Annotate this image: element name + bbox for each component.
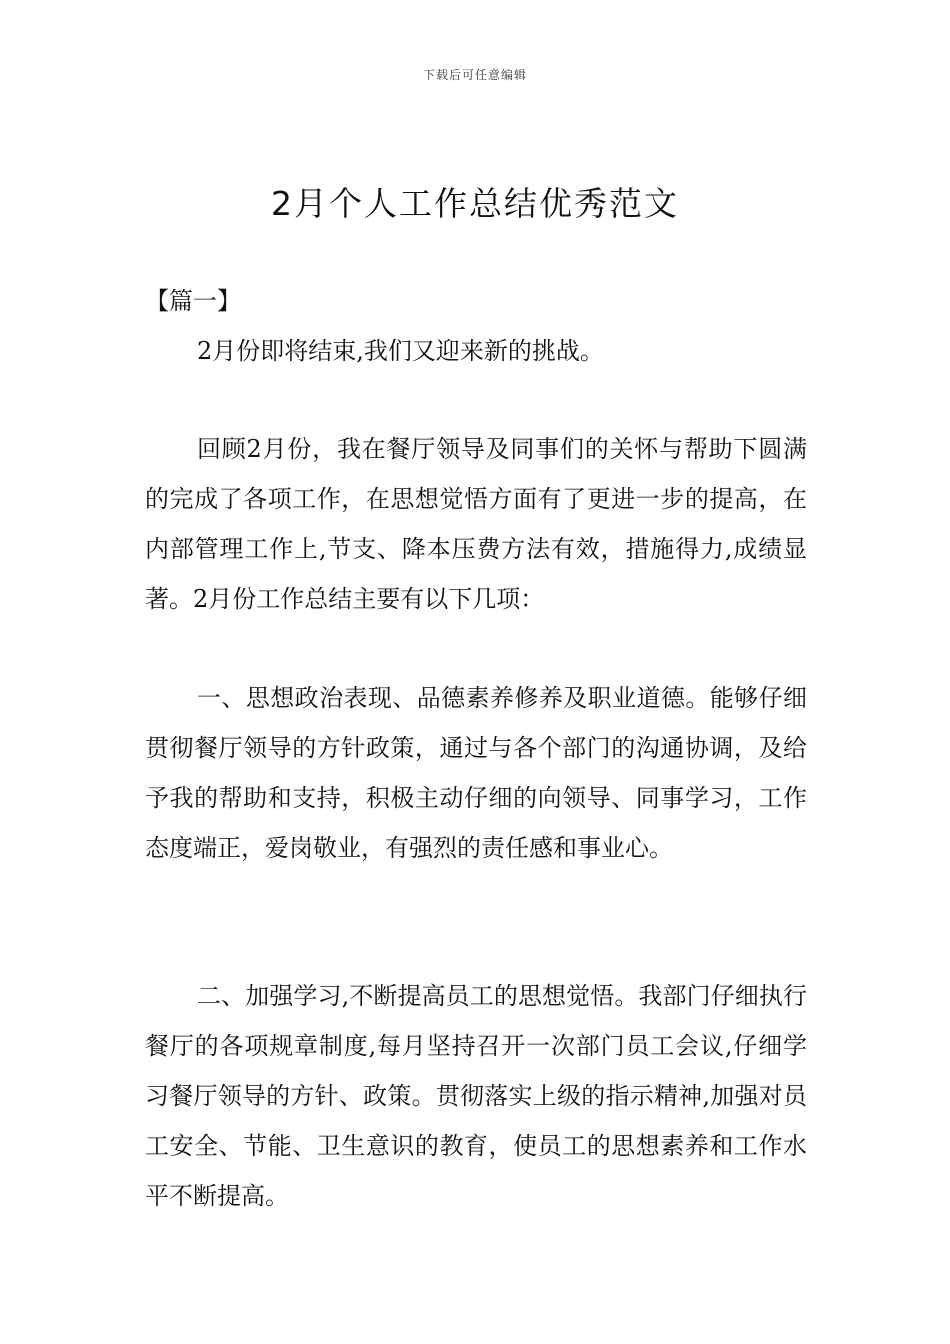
paragraph-intro: 2月份即将结束,我们又迎来新的挑战。 (197, 337, 604, 365)
paragraph-point-one: 一、思想政治表现、品德素养修养及职业道德。能够仔细贯彻餐厅领导的方针政策，通过与各个部门的沟通协调，及给予我的帮助和支持，积极主动仔细的向领导、同事学习，工作态度端正，爱岗敬业，有强烈的责任感和事业心。 (145, 684, 807, 862)
section-label: 【篇一】 (145, 287, 241, 315)
paragraph-review: 回顾2月份，我在餐厅领导及同事们的关怀与帮助下圆满的完成了各项工作，在思想觉悟方面有了更进一步的提高，在内部管理工作上,节支、降本压费方法有效，措施得力,成绩显著。2月份工作总结主要有以下几项： (145, 435, 807, 613)
header-note: 下载后可任意编辑 (422, 68, 527, 82)
paragraph-point-two: 二、加强学习,不断提高员工的思想觉悟。我部门仔细执行餐厅的各项规章制度,每月坚持召开一次部门员工会议,仔细学习餐厅领导的方针、政策。贯彻落实上级的指示精神,加强对员工安全、节能、卫生意识的教育，使员工的思想素养和工作水平不断提高。 (145, 982, 807, 1210)
document-title: 2月个人工作总结优秀范文 (271, 184, 679, 223)
